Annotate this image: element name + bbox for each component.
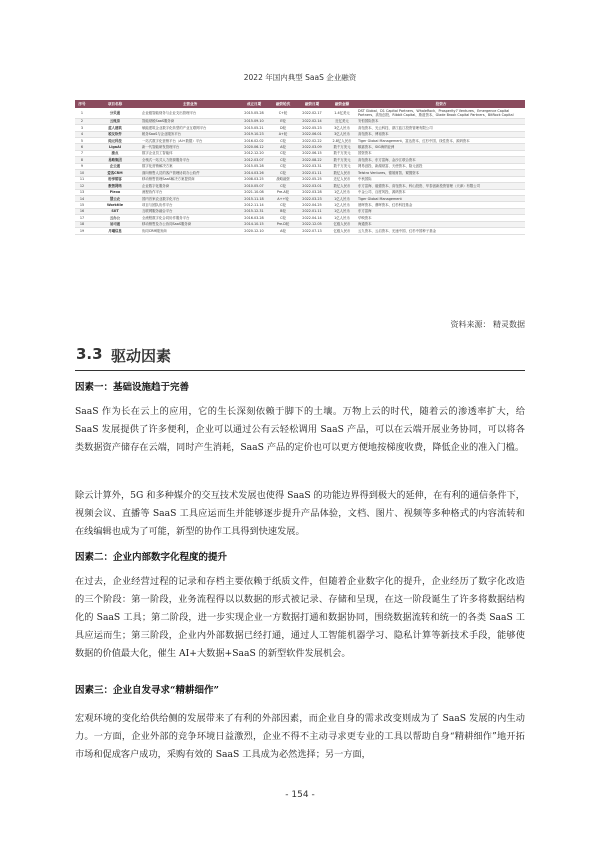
company-name-cell: 易路集团 [108,157,122,162]
factor-one-paragraph-2: 除云计算外，5G 和多种媒介的交互技术发展也使得 SaaS 的功能边界得到极大的延伸，在有利的通信条件下，视频会议、直播等 SaaS 工具应运而生并能够逐步提升产品体验，文档、图片、视频等多种格式的内容流转和在线编辑也成为了可能，新型的协作工具得到快速发展。 [75,490,525,537]
funding-amount-cell: 1.4亿美元 [334,110,350,115]
funding-round-cell: A+轮 [278,132,288,137]
row-index-cell: 14 [79,196,85,201]
founded-date-cell: 2019.10.23 [244,132,264,137]
funding-amount-cell: 1亿人民币 [334,190,350,195]
funding-amount-cell: 亿级人民币 [333,222,351,227]
funding-amount-cell: 数千万美元 [333,151,351,156]
header-cell: 序号 [78,101,86,106]
factor-two-paragraph-1: 在过去，企业经营过程的记录和存档主要依赖于纸质文件，但随着企业数字化的提升，企业经历了数字化改造的三个阶段：第一阶段，业务流程得以以数据的形式被记录、存储和呈现，在这一阶段诞生了许多将数据结构化的 SaaS 工具；第二阶段，进一步实现企业一方数据打通和数据协同，围绕数据流转和统一的各类 SaaS 工具应运而生；第三阶段，企业内外部数据已经打通，通过人工智能机器学习、隐私计算等新技术手段，能够使数据的价值最大化，催生 AI+大数据+SaaS 的新型软件发展机会。 [75,576,525,659]
funding-date-cell: 2022.03.01 [302,183,322,188]
founded-date-cell: 2015.05.28 [244,110,264,115]
company-name-cell: LigaAI [109,145,121,150]
row-index-cell: 18 [79,222,85,227]
funding-date-cell: 2022.02.22 [302,138,322,143]
funding-round-cell: C轮 [280,164,286,169]
funding-amount-cell: 近亿人民币 [333,177,351,182]
founded-date-cell: 2010.05.07 [244,183,264,188]
founded-date-cell: 2014.03.26 [244,170,264,175]
funding-round-cell: Pre-D轮 [276,222,290,227]
main-business-cell: 协同CRM服务商 [142,228,167,233]
main-business-cell: 企业级智能财务与企业支出管理平台 [142,110,197,115]
funding-amount-cell: 2.8亿人民币 [332,138,352,143]
funding-round-cell: D轮 [279,125,286,130]
founded-date-cell: 2021.10.08 [244,190,264,195]
company-name-cell: 纯元科技 [108,138,122,143]
company-name-cell: Plexo [109,190,121,195]
header-cell: 项目名称 [107,101,123,106]
main-business-cell: 全流程数字化合同协作服务平台 [142,215,190,220]
section-number: 3.3 [76,345,103,363]
row-index-cell: 15 [79,202,85,207]
investors-cell: 顺嘉资本、SIG海纳亚洲 [358,145,395,150]
investors-cell: 国资资本 [358,151,372,156]
funding-date-cell: 2022.03.09 [302,145,322,150]
founded-date-cell: 2015.11.18 [244,196,264,201]
investors-cell: 东方富海、毅德资本、高瓴资本、科山投资、华泰创新投资管理（天津）有限公司 [358,183,481,188]
company-name-cell: 云账房 [109,119,121,124]
factor-two-heading: 因素二：企业内部数字化程度的提升 [75,552,228,563]
financing-table [75,100,525,235]
investors-cell: Tiger Global Management [358,196,402,201]
factor-three-heading: 因素三：企业自发寻求“精耕细作” [75,685,219,696]
main-business-cell: 国内首家农业数字化平台 [142,196,180,201]
main-business-cell: 移动销售管理SaaS解决方案提供商 [142,177,195,182]
table-row [75,108,525,118]
funding-date-cell: 2022.01.11 [302,209,322,214]
main-business-cell: 智能财税SaaS服务商 [142,119,175,124]
source-note: 资料来源： 精灵数据 [450,320,525,329]
company-name-cell: 慧云农 [109,196,121,201]
main-business-cell: 流程协作平台 [142,190,163,195]
main-business-cell: 企业数字化服务商 [142,183,170,188]
table-row [75,228,525,234]
investors-cell: Telstra Ventures、德晟财智、紧握资本 [358,170,420,175]
main-business-cell: 互联网服务融合平台 [142,209,173,214]
company-name-cell: Worktile [106,202,124,207]
investors-cell: 安恒国际资本 [358,119,379,124]
founded-date-cell: 2015.12.31 [244,209,264,214]
header-cell: 融资金额 [334,101,350,106]
funding-amount-cell: 数亿人民币 [333,170,351,175]
funding-amount-cell: 数千万美元 [333,145,351,150]
founded-date-cell: 2012.03.07 [244,157,264,162]
row-index-cell: 7 [80,151,84,156]
funding-date-cell: 2022.07.13 [302,228,322,233]
funding-round-cell: C轮 [280,202,286,207]
funding-date-cell: 2022.08.22 [302,157,322,162]
row-index-cell: 11 [79,177,85,182]
founded-date-cell: 2015.05.28 [244,164,264,169]
funding-round-cell: 战略融资 [276,177,290,182]
founded-date-cell: 2014.10.15 [244,222,264,227]
section-divider [75,370,525,371]
funding-date-cell: 2022.03.28 [302,190,322,195]
section-title: 驱动因素 [111,347,172,365]
row-index-cell: 13 [79,190,85,195]
funding-round-cell: A++轮 [277,196,289,201]
funding-date-cell: 2022.02.14 [302,119,322,124]
company-name-cell: 云办公 [109,215,121,220]
factor-three-paragraph-1: 宏观环境的变化给供给侧的发展带来了有利的外部因素，而企业自身的需求改变则成为了 SaaS 发展的内生动力。一方面，企业外部的竞争环境日益激烈，企业不得不主动寻求更专业的工具以帮助自身“精耕细作”地开拓市场和促成客户成功，采购有效的 SaaS 工具成为必然选择；另一方面， [75,713,525,760]
funding-date-cell: 2022.06.01 [302,132,322,137]
funding-round-cell: C轮 [280,138,286,143]
company-name-cell: 分贝通 [109,110,121,115]
investors-cell: 高瓴资本、光云科技、浙江蓝江投资管理有限公司 [358,125,433,130]
funding-date-cell: 2022.05.25 [302,177,322,182]
row-index-cell: 5 [80,138,84,143]
funding-round-cell: C轮 [280,157,286,162]
funding-round-cell: C轮 [280,183,286,188]
row-index-cell: 10 [79,170,85,175]
investors-cell: 高瓴资本、东方富海、金沙江联合资本 [358,157,416,162]
row-index-cell: 4 [80,132,84,137]
founded-date-cell: 2012.12.20 [244,151,264,156]
row-index-cell: 6 [80,145,84,150]
funding-amount-cell: 1亿人民币 [334,202,350,207]
company-name-cell: 励点 [111,151,119,156]
row-index-cell: 8 [80,157,84,162]
row-index-cell: 19 [79,228,85,233]
funding-date-cell: 2022.03.31 [302,164,322,169]
row-index-cell: 3 [80,125,84,130]
funding-round-cell: E轮 [280,119,286,124]
header-cell: 融资轮次 [275,101,291,106]
founded-date-cell: 2016.02.02 [244,138,264,143]
founded-date-cell: 2016.03.28 [244,215,264,220]
investors-cell: 华映资本 [358,215,372,220]
main-business-cell: 数字化营销解决方案 [142,164,173,169]
company-name-cell: 数智网络 [108,183,122,188]
funding-amount-cell: 数亿人民币 [333,183,351,188]
funding-amount-cell: 近亿美元 [335,119,349,124]
funding-date-cell: 2022.05.23 [302,125,322,130]
funding-round-cell: A轮 [280,145,286,150]
funding-round-cell: B轮 [280,209,286,214]
funding-round-cell: C+轮 [278,110,288,115]
company-name-cell: 纷享销客 [108,177,122,182]
company-name-cell: 蓝人建筑 [108,125,122,130]
investors-cell: 东方富海 [358,209,372,214]
company-name-cell: 易司通 [109,222,121,227]
funding-round-cell: C轮 [280,151,286,156]
founded-date-cell: 2020.12.10 [244,228,264,233]
funding-amount-cell: 数千万美元 [333,157,351,162]
founded-date-cell: 2012.11.14 [244,202,264,207]
investors-cell: DST Global、D1 Capital Partners、WhaleRock、Prosperity7 Ventures、Emergence Capital Partners、高瓴创投、Ribbit Capital、斯道资本、Glade Brook Capital Partners、BitRock Capital [358,108,514,117]
founded-date-cell: 2015.09.10 [244,119,264,124]
main-business-cell: 税务SaaS与企业服务平台 [142,132,181,137]
row-index-cell: 2 [80,119,84,124]
factor-one-paragraph-1: SaaS 作为长在云上的应用，它的生长深刻依赖于脚下的土壤。万物上云的时代，随着云的渗透率扩大，给 SaaS 发展提供了许多便利，企业可以通过公有云轻松调用 SaaS 产品，可以在云端开展业务协同，可以将各类数据资产储存在云端，同时产生消耗，SaaS 产品的定价也可以更方便地按梯度收费，降低企业的准入门槛。 [75,406,525,453]
header-cell: 融资日期 [304,101,320,106]
row-index-cell: 12 [79,183,85,188]
funding-amount-cell: 1亿人民币 [334,196,350,201]
page-number: - 154 - [285,790,315,800]
main-business-cell: 项目与团队协作平台 [142,202,173,207]
funding-amount-cell: 亿级人民币 [333,228,351,233]
row-index-cell: 17 [79,215,85,220]
row-index-cell: 16 [79,209,85,214]
row-index-cell: 9 [80,164,84,169]
investors-cell: Tiger Global Management、富达资本、红杉中国、线性资本、源码资本 [358,138,470,143]
header-cell: 主营业务 [182,101,198,106]
funding-date-cell: 2022.06.15 [302,151,322,156]
investors-cell: 中金公司、百度风投、源码资本 [358,190,406,195]
funding-amount-cell: 1亿人民币 [334,209,350,214]
funding-amount-cell: 3亿人民币 [334,132,350,137]
main-business-cell: 新一代智能研发管理平台 [142,145,180,150]
header-cell: 投资方 [435,101,447,106]
investors-cell: 晨晖资本、鼎晖资本、红杉科技基金 [358,202,413,207]
main-business-cell: 移动销售及办公协同SaaS服务商 [142,222,192,227]
company-name-cell: 税友软件 [108,132,122,137]
table-header-row [75,100,525,108]
investors-cell: 高瓴资本、博裕资本 [358,132,389,137]
investors-cell: 中秋国际 [358,177,372,182]
funding-round-cell: C轮 [280,215,286,220]
funding-amount-cell: 数千万美元 [333,164,351,169]
funding-date-cell: 2022.12.05 [302,222,322,227]
funding-amount-cell: 3亿人民币 [334,125,350,130]
company-name-cell: 爱客CRM [107,170,123,175]
investors-cell: 云九资本、云启资本、光速中国、红杉中国种子基金 [358,228,436,233]
main-business-cell: 数字企业员工智能体 [142,151,173,156]
founded-date-cell: 2008.03.25 [244,177,264,182]
funding-round-cell: A轮 [280,228,286,233]
founded-date-cell: 2015.05.21 [244,125,264,130]
funding-date-cell: 2022.02.17 [302,110,322,115]
main-business-cell: 面向销售人员的客户管理协同办公软件 [142,170,200,175]
funding-date-cell: 2022.04.14 [302,215,322,220]
funding-amount-cell: 1亿人民币 [334,215,350,220]
investors-cell: 海通资本 [358,222,372,227]
funding-round-cell: Pre-A轮 [276,190,290,195]
table-title: 2022 年国内典型 SaaS 企业融资 [243,73,357,82]
company-name-cell: SIIT [111,209,119,214]
factor-one-heading: 因素一：基础设施趋于完善 [75,382,190,393]
funding-date-cell: 2022.04.25 [302,202,322,207]
funding-round-cell: C轮 [280,170,286,175]
founded-date-cell: 2020.06.12 [244,145,264,150]
funding-date-cell: 2022.03.23 [302,196,322,201]
company-name-cell: 企云通 [109,164,121,169]
row-index-cell: 1 [80,110,84,115]
company-name-cell: 月曦信息 [108,228,122,233]
investors-cell: 网易创投、新湖财富、天使资本、隐元创投 [358,164,423,169]
funding-date-cell: 2022.01.11 [302,170,322,175]
main-business-cell: 赋能建筑企业数字化转型的产业互联网平台 [142,125,207,130]
main-business-cell: 全栈式一站式人力资源服务平台 [142,157,190,162]
main-business-cell: 一站式数字化营销平台（AI+数据）平台 [142,138,203,143]
header-cell: 成立日期 [246,101,262,106]
